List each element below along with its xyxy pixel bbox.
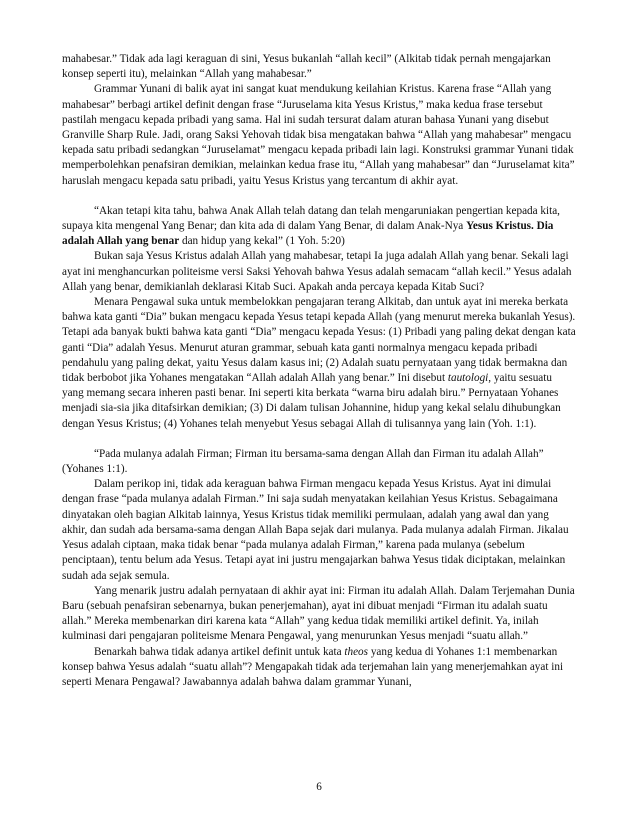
paragraph-gap [62,432,576,447]
paragraph-7: Dalam perikop ini, tidak ada keraguan bahwa Firman mengacu kepada Yesus Kristus. Ayat ini dimulai dengan frase “pada mulanya adalah Firman.” Ini saja sudah menyatakan keilahian Yesus Kristus. Sebagaimana dinyatakan oleh bagian Alkitab lainnya, Yesus Kristus tidak memiliki permulaan, adalah yang awal dan yang akhir, dan sudah ada bersama-sama dengan Allah Bapa sejak dari mulanya. Pada mulanya adalah Firman. Jikalau Yesus adalah ciptaan, maka tidak benar “pada mulanya adalah Firman,” karena pada mulanya (sebelum penciptaan), tentu belum ada Yesus. Tetapi ayat ini justru mengajarkan bahwa Yesus tidak diciptakan, melainkan sudah ada sejak semula. [62,478,569,582]
paragraph-9-start: Benarkah bahwa tidak adanya artikel definit untuk kata [94,645,345,658]
paragraph-8: Yang menarik justru adalah pernyataan di akhir ayat ini: Firman itu adalah Allah. Dalam Terjemahan Dunia Baru (sebuah penafsiran sebenarnya, bukan penerjemahan), ayat ini dibuat menjadi “Firman itu adalah suatu allah.” Mereka membenarkan diri karena kata “Allah” yang kedua tidak memiliki artikel definit. Ya, inilah kulminasi dari pengajaran politeisme Menara Pengawal, yang menurunkan Yesus menjadi “suatu allah.” [62,584,575,643]
paragraph-4: Bukan saja Yesus Kristus adalah Allah yang mahabesar, tetapi Ia juga adalah Allah yang benar. Sekali lagi ayat ini menghancurkan politeisme versi Saksi Yehovah bahwa Yesus adalah semacam “allah kecil.” Yesus adalah Allah yang benar, demikianlah deklarasi Kitab Suci. Apakah anda percaya kepada Kitab Suci? [62,250,572,293]
quote-john-1-1: “Pada mulanya adalah Firman; Firman itu bersama-sama dengan Allah dan Firman itu adalah Allah” (Yohanes 1:1). [62,447,544,476]
paragraph-gap [62,189,576,204]
paragraph-2: Grammar Yunani di balik ayat ini sangat kuat mendukung keilahian Kristus. Karena frase “Allah yang mahabesar” berbagi artikel definit dengan frase “Juruselama kita Yesus Kristus,” maka kedua frase tersebut pastilah mengacu kepada pribadi yang sama. Hal ini sudah tersurat dalam aturan bahasa Yunani yang disebut Granville Sharp Rule. Jadi, orang Saksi Yehovah tidak bisa mengatakan bahwa “Allah yang mahabesar” mengacu kepada satu pribadi sedangkan “Juruselamat” mengacu kepada pribadi lain lagi. Konstruksi grammar Yunani tidak memperbolehkan penafsiran demikian, melainkan kedua frase itu, “Allah yang mahabesar” dan “Juruselamat kita” haruslah mengacu kepada satu pribadi, yaitu Yesus Kristus yang tercantum di akhir ayat. [62,83,575,187]
quote-text-start: “Akan tetapi kita tahu, bahwa Anak Allah telah datang dan telah mengaruniakan pengertian kepada kita, supaya kita mengenal Yang Benar; dan kita ada di dalam Yang Benar, di dalam Anak-Nya [62,204,560,233]
paragraph-5-end: , yaitu sesuatu yang memang secara inheren pasti benar. Ini seperti kita berkata “warna biru adalah biru.” Pernyataan Yohanes menjadi sia-sia jika ditafsirkan demikian; (3) Di dalam tulisan Johannine, hidup yang kekal selalu dihubungkan dengan Yesus Kristus; (4) Yohanes telah menyebut Yesus sebagai Allah di tulisannya yang lain (Yoh. 1:1). [62,372,561,430]
paragraph-9-end: yang kedua di Yohanes 1:1 membenarkan konsep bahwa Yesus adalah “suatu allah”? Mengapakah tidak ada terjemahan lain yang menerjemahkan ayat ini seperti Menara Pengawal? Jawabannya adalah bahwa dalam grammar Yunani, [62,645,564,688]
italic-term-theos: theos [344,645,369,658]
quote-text-end: dan hidup yang kekal” (1 Yoh. 5:20) [179,235,345,248]
paragraph-5 [62,295,576,432]
page-number: 6 [316,781,322,793]
paragraph-5-start: Menara Pengawal suka untuk membelokkan pengajaran terang Alkitab, dan untuk ayat ini mereka berkata bahwa kata ganti “Dia” bukan mengacu kepada Yesus tetapi kepada Allah (yang menurut mereka bukanlah Yesus). Tetapi ada banyak bukti bahwa kata ganti “Dia” mengacu kepada Yesus: (1) Pribadi yang paling dekat dengan kata ganti “Dia” adalah Yesus. Menurut aturan grammar, sebuah kata ganti normalnya mengacu kepada pribadi pendahulu yang paling dekat, yaitu Yesus dalam kasus ini; (2) Adalah suatu pernyataan yang tidak bermakna dan tidak berbobot jika Yohanes mengatakan “Allah adalah Allah yang benar.” Ini disebut [62,296,576,385]
quote-bold-text: Yesus Kristus. Dia adalah Allah yang benar [62,220,554,248]
paragraph-1: mahabesar.” Tidak ada lagi keraguan di sini, Yesus bukanlah “allah kecil” (Alkitab tidak pernah mengajarkan konsep seperti itu), melainkan “Allah yang mahabesar.” [62,53,551,81]
paragraph-9 [62,645,576,691]
quote-1-john-5-20 [62,204,576,250]
italic-term-tautologi: tautologi [447,372,489,385]
